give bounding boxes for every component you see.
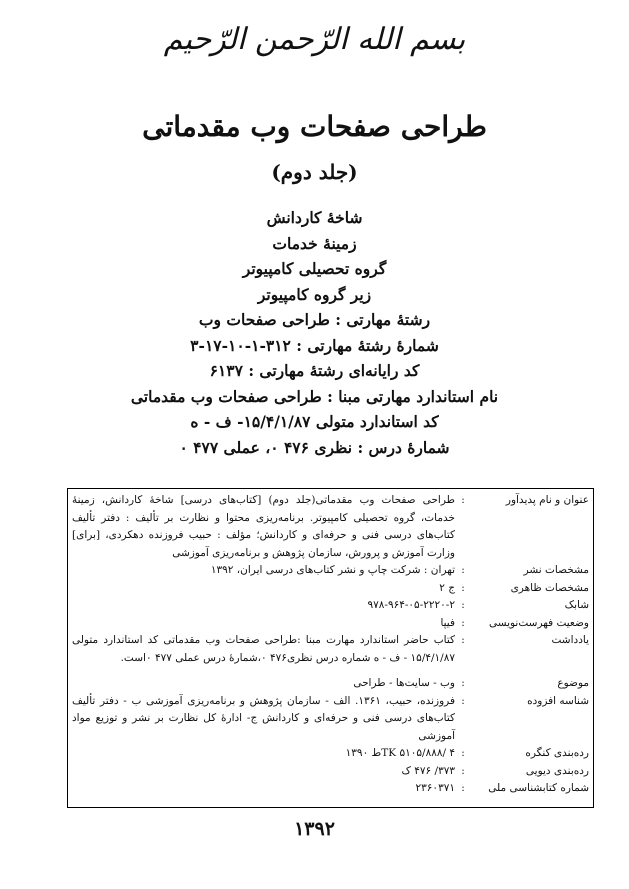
info-line-skill-number: شمارهٔ رشتهٔ مهارتی : ۳۱۲-۱-۱۰-۱۷-۳ [190, 335, 439, 355]
catalog-row-publication [72, 562, 589, 580]
catalog-value: تهران : شرکت چاپ و نشر کتاب‌های درسی ایران، ۱۳۹۲ [210, 564, 455, 576]
catalog-row-dewey [72, 763, 589, 781]
info-line-standard-code: کد استاندارد متولی ۱۵/۴/۱/۸۷- ف - ه [190, 412, 439, 431]
catalog-value: ۳۷۳/ ۴۷۶ ک [401, 764, 455, 777]
catalog-label: یادداشت [551, 634, 589, 646]
catalog-colon: : [461, 764, 465, 777]
info-line-subgroup: زیر گروه کامپیوتر [257, 284, 372, 304]
catalog-colon: : [461, 599, 465, 611]
info-line-field: زمینهٔ خدمات [272, 233, 357, 253]
catalog-label: موضوع [557, 677, 589, 689]
catalog-colon: : [461, 494, 465, 506]
catalog-label: رده‌بندی کنگره [525, 747, 589, 759]
catalog-label: مشخصات نشر [523, 564, 589, 576]
book-title: طراحی صفحات وب مقدماتی [142, 110, 487, 143]
info-line-skill: رشتهٔ مهارتی : طراحی صفحات وب [198, 310, 431, 329]
info-line-standard-name: نام استاندارد مهارتی مبنا : طراحی صفحات وب مقدماتی [130, 386, 499, 406]
catalog-row-isbn [72, 597, 589, 615]
catalog-value: طراحی صفحات وب مقدماتی(جلد دوم) [کتاب‌های درسی] شاخهٔ کاردانش، زمینهٔ خدمات، گروه تحصیلی کامپیوتر. برنامه‌ریزی محتوا و نظارت بر تألیف : دفتر تألیف کتاب‌های درسی فنی و حرفه‌ای و کاردانش؛ مؤلف : حبیب فروزنده دهکردی، [برای] وزارت آموزش و پرورش، سازمان پژوهش و برنامه‌ریزی آموزشی [72, 494, 455, 559]
catalog-value: وب - سایت‌ها - طراحی [353, 677, 455, 689]
bismillah-calligraphy: بسم الله الرّحمن الرّحيم [163, 22, 466, 57]
catalog-label: عنوان و نام پدیدآور [505, 494, 589, 506]
catalog-row-subject [72, 675, 589, 693]
catalog-value: فیپا [440, 616, 455, 629]
catalog-colon: : [461, 634, 465, 646]
info-line-course-number: شمارهٔ درس : نظری ۴۷۶ ۰، عملی ۴۷۷ ۰ [179, 437, 450, 457]
catalog-label: شناسه افزوده [527, 694, 589, 707]
catalog-row-national-bib [72, 780, 589, 798]
catalog-label: مشخصات ظاهری [510, 581, 589, 594]
catalog-colon: : [461, 747, 465, 759]
catalog-value: TK ۵۱۰۵/۸۸۸/ ۴ط ۱۳۹۰ [345, 747, 455, 759]
catalog-row-note [72, 632, 589, 667]
catalog-row-cataloging-status [72, 615, 589, 633]
catalog-colon: : [461, 581, 465, 594]
cataloging-record-box [67, 488, 594, 808]
catalog-row-added-entry [72, 693, 589, 746]
catalog-row-physical [72, 580, 589, 598]
catalog-value: کتاب حاضر استاندارد مهارت مبنا :طراحی صفحات وب مقدماتی کد استاندارد متولی ۱۵/۴/۱/۸۷ - ف - ه شماره درس نظری۴۷۶ ۰،شمارهٔ درس عملی ۴۷۷ ۰است. [72, 634, 455, 664]
catalog-colon: : [461, 677, 465, 689]
info-line-computer-code: کد رایانه‌ای رشتهٔ مهارتی : ۶۱۳۷ [209, 361, 420, 380]
catalog-row-title [72, 492, 589, 562]
catalog-label: رده‌بندی دیویی [525, 764, 589, 777]
info-line-branch: شاخهٔ کاردانش [266, 208, 363, 227]
catalog-value: فروزنده، حبیب، ۱۳۶۱. الف - سازمان پژوهش و برنامه‌ریزی آموزشی ب - دفتر تألیف کتاب‌های درسی فنی و حرفه‌ای و کاردانش ج- ادارهٔ کل نظارت بر نشر و توزیع مواد آموزشی [72, 694, 455, 742]
publication-year: ۱۳۹۲ [294, 818, 335, 840]
catalog-value: ۲۳۶۰۳۷۱ [415, 782, 455, 794]
catalog-colon: : [461, 782, 465, 794]
catalog-label: شماره کتابشناسی ملی [488, 782, 589, 794]
catalog-value: ج ۲ [439, 581, 455, 594]
info-line-group: گروه تحصیلی کامپیوتر [242, 259, 387, 278]
catalog-spacer [72, 667, 589, 675]
catalog-colon: : [461, 564, 465, 576]
catalog-label: شابک [564, 599, 589, 611]
catalog-colon: : [461, 694, 465, 707]
catalog-row-lc-class [72, 745, 589, 763]
catalog-value: ۹۷۸-۹۶۴-۰۵-۲۲۲۰-۲ [367, 599, 455, 611]
catalog-colon: : [461, 616, 465, 629]
book-info-block [0, 205, 629, 460]
catalog-label: وضعیت فهرست‌نویسی [488, 616, 589, 629]
volume-label: (جلد دوم) [271, 160, 358, 184]
